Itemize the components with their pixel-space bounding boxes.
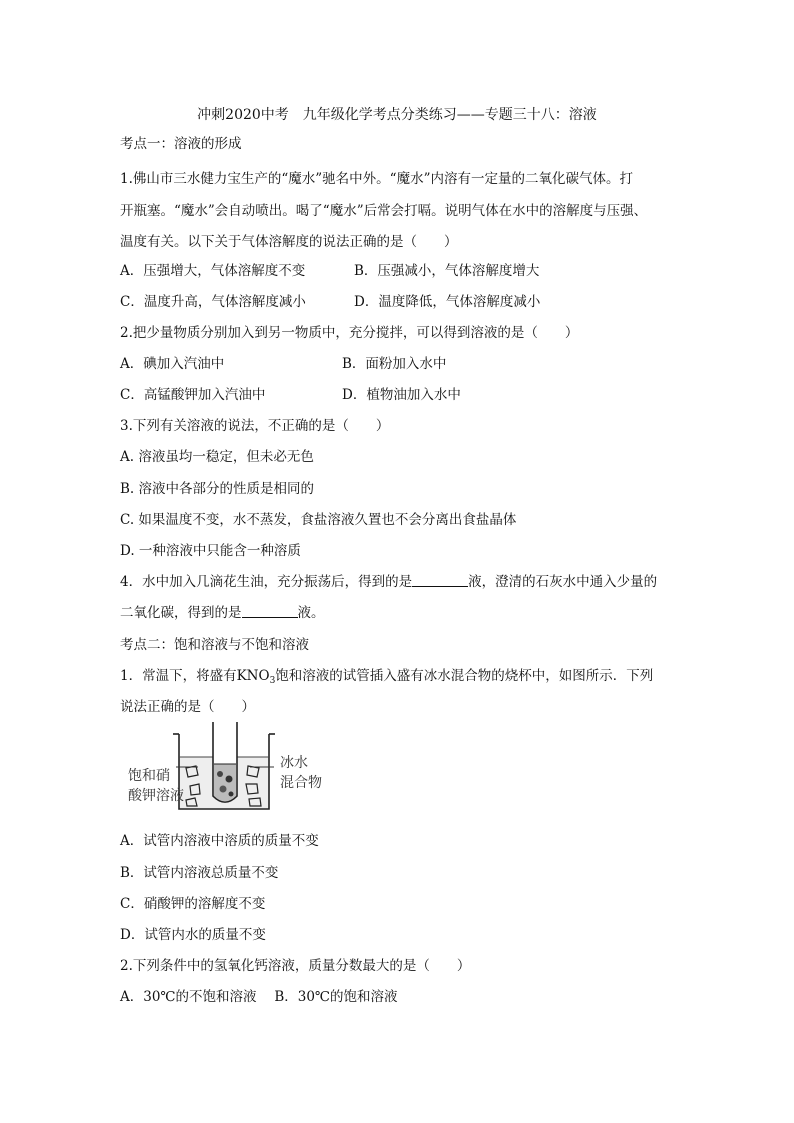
q1-4-text-b: 液，澄清的石灰水中通入少量的: [468, 574, 658, 590]
beaker-diagram: [128, 722, 338, 822]
q2-1-text-a: 1．常温下，将盛有KNO: [120, 668, 270, 684]
section-heading-1: 考点一：溶液的形成: [120, 136, 242, 152]
q2-1-option-a: A．试管内溶液中溶质的质量不变: [120, 833, 319, 849]
q2-1-option-d: D．试管内水的质量不变: [120, 927, 266, 943]
q1-1-option-a: A．压强增大，气体溶解度不变: [120, 263, 306, 279]
q1-2-line1: 2.把少量物质分别加入到另一物质中，充分搅拌，可以得到溶液的是（ ）: [120, 325, 579, 341]
q1-4-line2: [120, 604, 325, 622]
q2-2-line1: 2.下列条件中的氢氧化钙溶液，质量分数最大的是（ ）: [120, 958, 471, 974]
q2-1-line2: 说法正确的是（ ）: [120, 699, 255, 715]
q1-3-option-a: A. 溶液虽均一稳定，但未必无色: [120, 449, 314, 465]
q1-3-option-b: B. 溶液中各部分的性质是相同的: [120, 481, 315, 497]
page-title: 冲刺2020中考 九年级化学考点分类练习——专题三十八：溶液: [197, 107, 597, 123]
q2-1-option-c: C．硝酸钾的溶解度不变: [120, 896, 266, 912]
section-heading-2: 考点二：饱和溶液与不饱和溶液: [120, 637, 309, 653]
label-saturated-2: 酸钾溶液: [128, 788, 184, 804]
answer-blank-2: [242, 605, 298, 618]
q1-2-option-b: B．面粉加入水中: [342, 356, 447, 372]
subscript-3: 3: [269, 676, 276, 686]
q1-2-option-a: A．碘加入汽油中: [120, 356, 225, 372]
q1-4-text-c: 二氧化碳，得到的是: [120, 605, 242, 621]
q1-1-option-c: C．温度升高，气体溶解度减小: [120, 294, 306, 310]
label-ice-water-1: 冰水: [280, 755, 308, 771]
q1-1-line2: 开瓶塞。“魔水”会自动喷出。喝了“魔水”后常会打嗝。说明气体在水中的溶解度与压强、: [120, 203, 648, 219]
q1-3-option-d: D. 一种溶液中只能含一种溶质: [120, 543, 301, 559]
q1-1-line3: 温度有关。以下关于气体溶解度的说法正确的是（ ）: [120, 234, 458, 250]
label-saturated-1: 饱和硝: [128, 768, 170, 784]
q2-1-option-b: B．试管内溶液总质量不变: [120, 865, 279, 881]
q1-3-line1: 3.下列有关溶液的说法，不正确的是（ ）: [120, 418, 390, 434]
q1-1-line1: 1.佛山市三水健力宝生产的“魔水”驰名中外。“魔水”内溶有一定量的二氧化碳气体。打: [120, 171, 633, 187]
q1-2-option-d: D．植物油加入水中: [342, 387, 461, 403]
q1-3-option-c: C. 如果温度不变，水不蒸发，食盐溶液久置也不会分离出食盐晶体: [120, 512, 517, 528]
test-tube: [213, 722, 237, 802]
q1-4-text-d: 液。: [297, 605, 325, 621]
label-ice-water-2: 混合物: [280, 775, 322, 791]
q2-2-options-ab: A．30℃的不饱和溶液 B．30℃的饱和溶液: [120, 989, 398, 1005]
q1-4-text-a: 4．水中加入几滴花生油，充分振荡后，得到的是: [120, 574, 413, 590]
q2-1-line1: [120, 667, 653, 690]
answer-blank-1: [412, 574, 468, 587]
q1-1-option-d: D．温度降低，气体溶解度减小: [354, 294, 541, 310]
q1-4-line1: [120, 573, 657, 591]
q1-2-option-c: C．高锰酸钾加入汽油中: [120, 387, 266, 403]
q2-1-text-b: 饱和溶液的试管插入盛有冰水混合物的烧杯中，如图所示．下列: [275, 668, 654, 684]
q1-1-option-b: B．压强减小，气体溶解度增大: [354, 263, 540, 279]
saturated-solution: [214, 764, 236, 802]
